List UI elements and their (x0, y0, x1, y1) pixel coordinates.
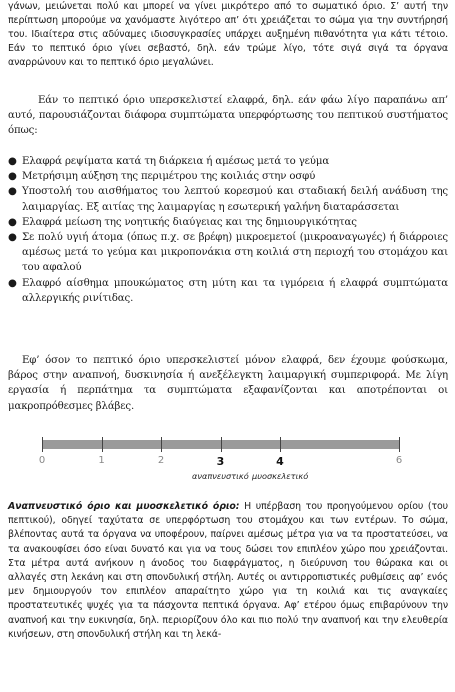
bullet-icon: ● (8, 277, 17, 289)
list-item (8, 169, 448, 184)
scale-tick-1 (102, 437, 103, 452)
list-item-text: Σε πολύ υγιή άτομα (όπως π.χ. σε βρέφη) μικροεμετοί (μικροαναγωγές) ή διάρροιες αμέσως μετά το γεύμα και μικροπονάκια στη κοιλιά στη περιοχή του στομάχου και του αφαλού (22, 232, 448, 274)
bullet-icon: ● (8, 186, 17, 198)
scale-tick-3 (221, 437, 222, 452)
bullet-icon: ● (8, 232, 17, 244)
list-item (8, 276, 448, 306)
list-item (8, 154, 448, 169)
list-item-text: Υποστολή του αισθήματος του λεπτού κορεσμού και σταδιακή δειλή ανάδυση της λαιμαργίας. Εξ αιτίας της λαιμαργίας η εσωτερική γαλήνη διαταράσσεται (22, 186, 448, 213)
overload-paragraph: Εάν το πεπτικό όριο υπερσκελιστεί ελαφρά, δηλ. εάν φάω λίγο παραπάνω απ’ αυτό, παρουσιάζονται διάφορα συμπτώματα υπερφόρτωσης του πεπτικού συστήματος όπως: (8, 95, 448, 137)
scale-tick-label: 0 (38, 455, 46, 466)
scale-tick-label: 3 (216, 455, 225, 468)
list-item-text: Ελαφρά ρεψίματα κατά τη διάρκεια ή αμέσως μετά το γεύμα (22, 156, 330, 167)
bullet-icon: ● (8, 171, 17, 183)
scale-limit-name: αναπνευστικό (192, 471, 249, 481)
scale-tick-6 (399, 437, 400, 452)
list-item-text: Μετρήσιμη αύξηση της περιμέτρου της κοιλιάς στην οσφύ (22, 171, 316, 183)
final-paragraph (8, 500, 448, 642)
list-item-text: Ελαφρά μείωση της νοητικής διαύγειας και της δημιουργικότητας (22, 216, 357, 228)
symptoms-list (8, 154, 448, 306)
scale-tick-label: 6 (395, 455, 403, 466)
scale-limit-name: μυοσκελετικό (252, 471, 309, 481)
list-item-text: Ελαφρό αίσθημα μπουκώματος στη μύτη και τα ιγμόρεια ή ελαφρά συμπτώματα αλλεργικής ρινίτιδας. (22, 277, 448, 304)
list-item (8, 215, 448, 230)
scale-tick-2 (161, 437, 162, 452)
scale-tick-label: 2 (157, 455, 165, 466)
list-item (8, 230, 448, 276)
light-overload-paragraph: Εφ’ όσον το πεπτικό όριο υπερσκελιστεί μόνον ελαφρά, δεν έχουμε φούσκωμα, βάρος στην αναπνοή, δυσκινησία ή ανεξέλεγκτη λαιμαργική συμπεριφορά. Με λίγη εργασία ή περπάτημα τα συμπτώματα εξαφανίζονται και αποτρέπονται οι μακροπρόθεσμες βλάβες. (8, 355, 448, 412)
scale-tick-label: 1 (98, 455, 105, 466)
scale-tick-0 (42, 437, 43, 452)
intro-paragraph: γάνων, μειώνεται πολύ και μπορεί να γίνει μικρότερο από το σωματικό όριο. Σ’ αυτή την περίπτωση μπορούμε να χανόμαστε λιγότερο απ’ ότι χρειάζεται το σώμα για την συντήρησή του. Ιδιαίτερα στις αδύναμες ιδιοσυγκρασίες υπάρχει αυξημένη πιθανότητα για κάτι τέτοιο. Εάν το πεπτικό όριο γίνει σεβαστό, δηλ. εάν τρώμε λίγο, τότε σιγά σιγά τα όργανα αναρρώνουν και το πεπτικό όριο μεγαλώνει. (8, 1, 448, 68)
final-paragraph-text: Η υπέρβαση του προηγούμενου ορίου (του πεπτικού), οδηγεί ταχύτατα σε υπερφόρτωση του στομάχου και των εντέρων. Το σώμα, βλέποντας αυτά τα όργανα να υποφέρουν, παίρνει αμέσως μέτρα για να τα προστατεύσει, να τα ανακουφίσει όσο είναι δυνατό και για να τους δώσει τον επιπλέον χώρο που χρειάζονται. Στα μέτρα αυτά ανήκουν η άνοδος του διαφράγματος, η διεύρυνση του θώρακα και οι αλλαγές στη λεκάνη και στη σπονδυλική στήλη. Αυτές οι αντιρροπιστικές ρυθμίσεις αφ’ ενός μεν δημιουργούν τον επιπλέον απαραίτητο χώρο για τη κοιλιά και τις αναγκαίες προστατευτικές ψυχές για τα πάσχοντα πεπτικά όργανα. Αφ’ ετέρου όμως επιβαρύνουν την αναπνοή και την ευκινησία, δηλ. περιορίζουν όλο και πιο πολύ την αναπνοή και την ελευθερία κινήσεων, στη σπονδυλική στήλη και τη λεκά- (8, 501, 448, 640)
limits-scale-figure (0, 430, 455, 490)
bullet-icon: ● (8, 216, 17, 228)
scale-tick-4 (280, 437, 281, 452)
scale-tick-label: 4 (276, 455, 284, 468)
list-item (8, 184, 448, 214)
bullet-icon: ● (8, 156, 17, 167)
section-term: Αναπνευστικό όριο και μυοσκελετικό όριο: (8, 501, 240, 512)
